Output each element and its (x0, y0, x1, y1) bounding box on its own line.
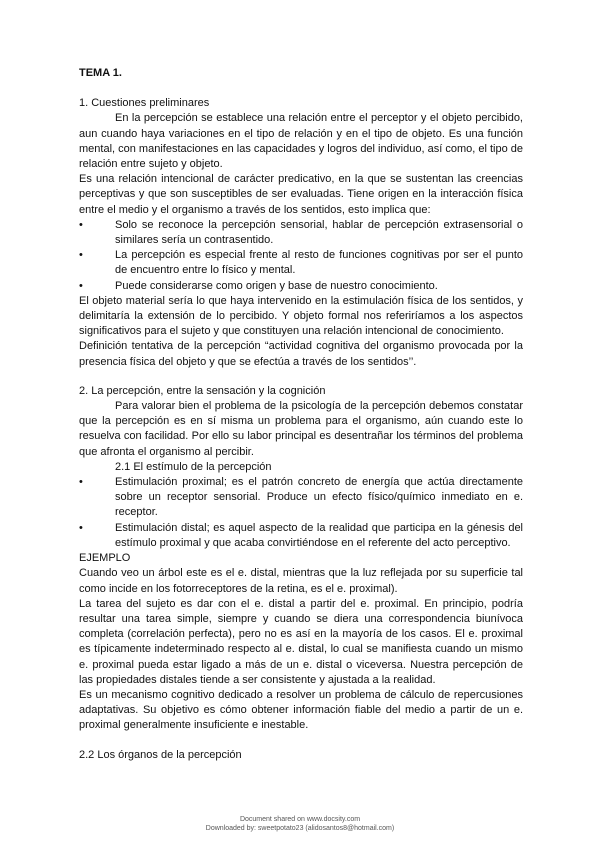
section-heading: 2. La percepción, entre la sensación y la cognición (79, 384, 326, 397)
footer-shared-line: Document shared on www.docsity.com (239, 816, 361, 823)
bullet-marker: • (79, 249, 83, 262)
bullet-item (79, 218, 523, 248)
paragraph: En la percepción se establece una relación entre el perceptor y el objeto percibido, aun cuando haya variaciones en el tipo de relación y en el tipo de objeto. Es una función mental, con manifestaciones en las capacidades y logros del individuo, así como, el tipo de relación entre sujeto y objeto. (79, 112, 523, 171)
paragraph: Para valorar bien el problema de la psicología de la percepción debemos constatar que la percepción es en sí misma un problema para el organismo, aún cuando este lo resuelva con facilidad. Por ello su labor principal es desentrañar los términos del problema que afronta el organismo al percibir. (79, 400, 523, 458)
paragraph: La tarea del sujeto es dar con el e. distal a partir del e. proximal. En principio, podría resultar una tarea simple, siempre y cuando se diera una correspondencia biunívoca completa (correlación perfecta), pero no es así en la mayoría de los casos. El e. proximal es típicamente indeterminado respecto al e. distal, lo cual se manifiesta cuando un mismo e. proximal pueda estar ligado a más de un e. distal o viceversa. Nuestra percepción de las propiedades distales tiende a ser consistente y ajustada a la realidad. (79, 597, 523, 686)
bullet-item (79, 248, 523, 278)
subsection-heading: 2.2 Los órganos de la percepción (79, 748, 242, 761)
bullet-item (79, 279, 523, 294)
paragraph: Es un mecanismo cognitivo dedicado a resolver un problema de cálculo de repercusiones adaptativas. Su objetivo es cómo obtener información fiable del medio a partir de un e. proximal generalmente insuficiente e inestable. (79, 688, 523, 732)
example-label: EJEMPLO (79, 552, 131, 565)
bullet-marker: • (79, 218, 83, 231)
footer-download-line: Downloaded by: sweetpotato23 (alidosantos8@hotmail.com) (205, 825, 395, 832)
section-heading: 1. Cuestiones preliminares (79, 97, 210, 110)
paragraph: Es una relación intencional de carácter predicativo, en la que se sustentan las creencias perceptivas y que son susceptibles de ser evaluadas. Tiene origen en la interacción física entre el medio y el organismo a través de los sentidos, esto implica que: (79, 173, 523, 216)
bullet-text: Puede considerarse como origen y base de nuestro conocimiento. (115, 279, 438, 292)
bullet-text: Solo se reconoce la percepción sensorial, hablar de percepción extrasensorial o similares sería un contrasentido. (115, 218, 523, 247)
bullet-marker: • (79, 279, 83, 292)
page-footer (0, 815, 600, 833)
bullet-item (79, 521, 523, 551)
bullet-text: Estimulación distal; es aquel aspecto de la realidad que participa en la génesis del estímulo proximal y que acaba convirtiéndose en el referente del acto perceptivo. (115, 521, 523, 549)
paragraph: El objeto material sería lo que haya intervenido en la estimulación física de los sentidos, y delimitaría la extensión de lo percibido. Y objeto formal nos referiríamos a los aspectos significativos para el sujeto y que constituyen una relación intencional de conocimiento. (79, 294, 523, 338)
paragraph: Definición tentativa de la percepción “actividad cognitiva del organismo provocada por la presencia física del objeto y que se efectúa a través de los sentidos’’. (79, 340, 523, 368)
bullet-marker: • (79, 521, 83, 534)
bullet-text: Estimulación proximal; es el patrón concreto de energía que actúa directamente sobre un receptor sensorial. Produce un efecto físico/químico inmediato en e. receptor. (115, 476, 523, 519)
subsection-heading: 2.1 El estímulo de la percepción (115, 460, 272, 473)
page-title: TEMA 1. (79, 67, 122, 79)
bullet-item (79, 475, 523, 521)
bullet-marker: • (79, 476, 83, 489)
bullet-text: La percepción es especial frente al resto de funciones cognitivas por ser el punto de encuentro entre lo físico y mental. (115, 249, 523, 277)
document-body (79, 66, 523, 763)
paragraph: Cuando veo un árbol este es el e. distal, mientras que la luz reflejada por su superficie tal como incide en los fotorreceptores de la retina, es el e. proximal). (79, 567, 523, 595)
